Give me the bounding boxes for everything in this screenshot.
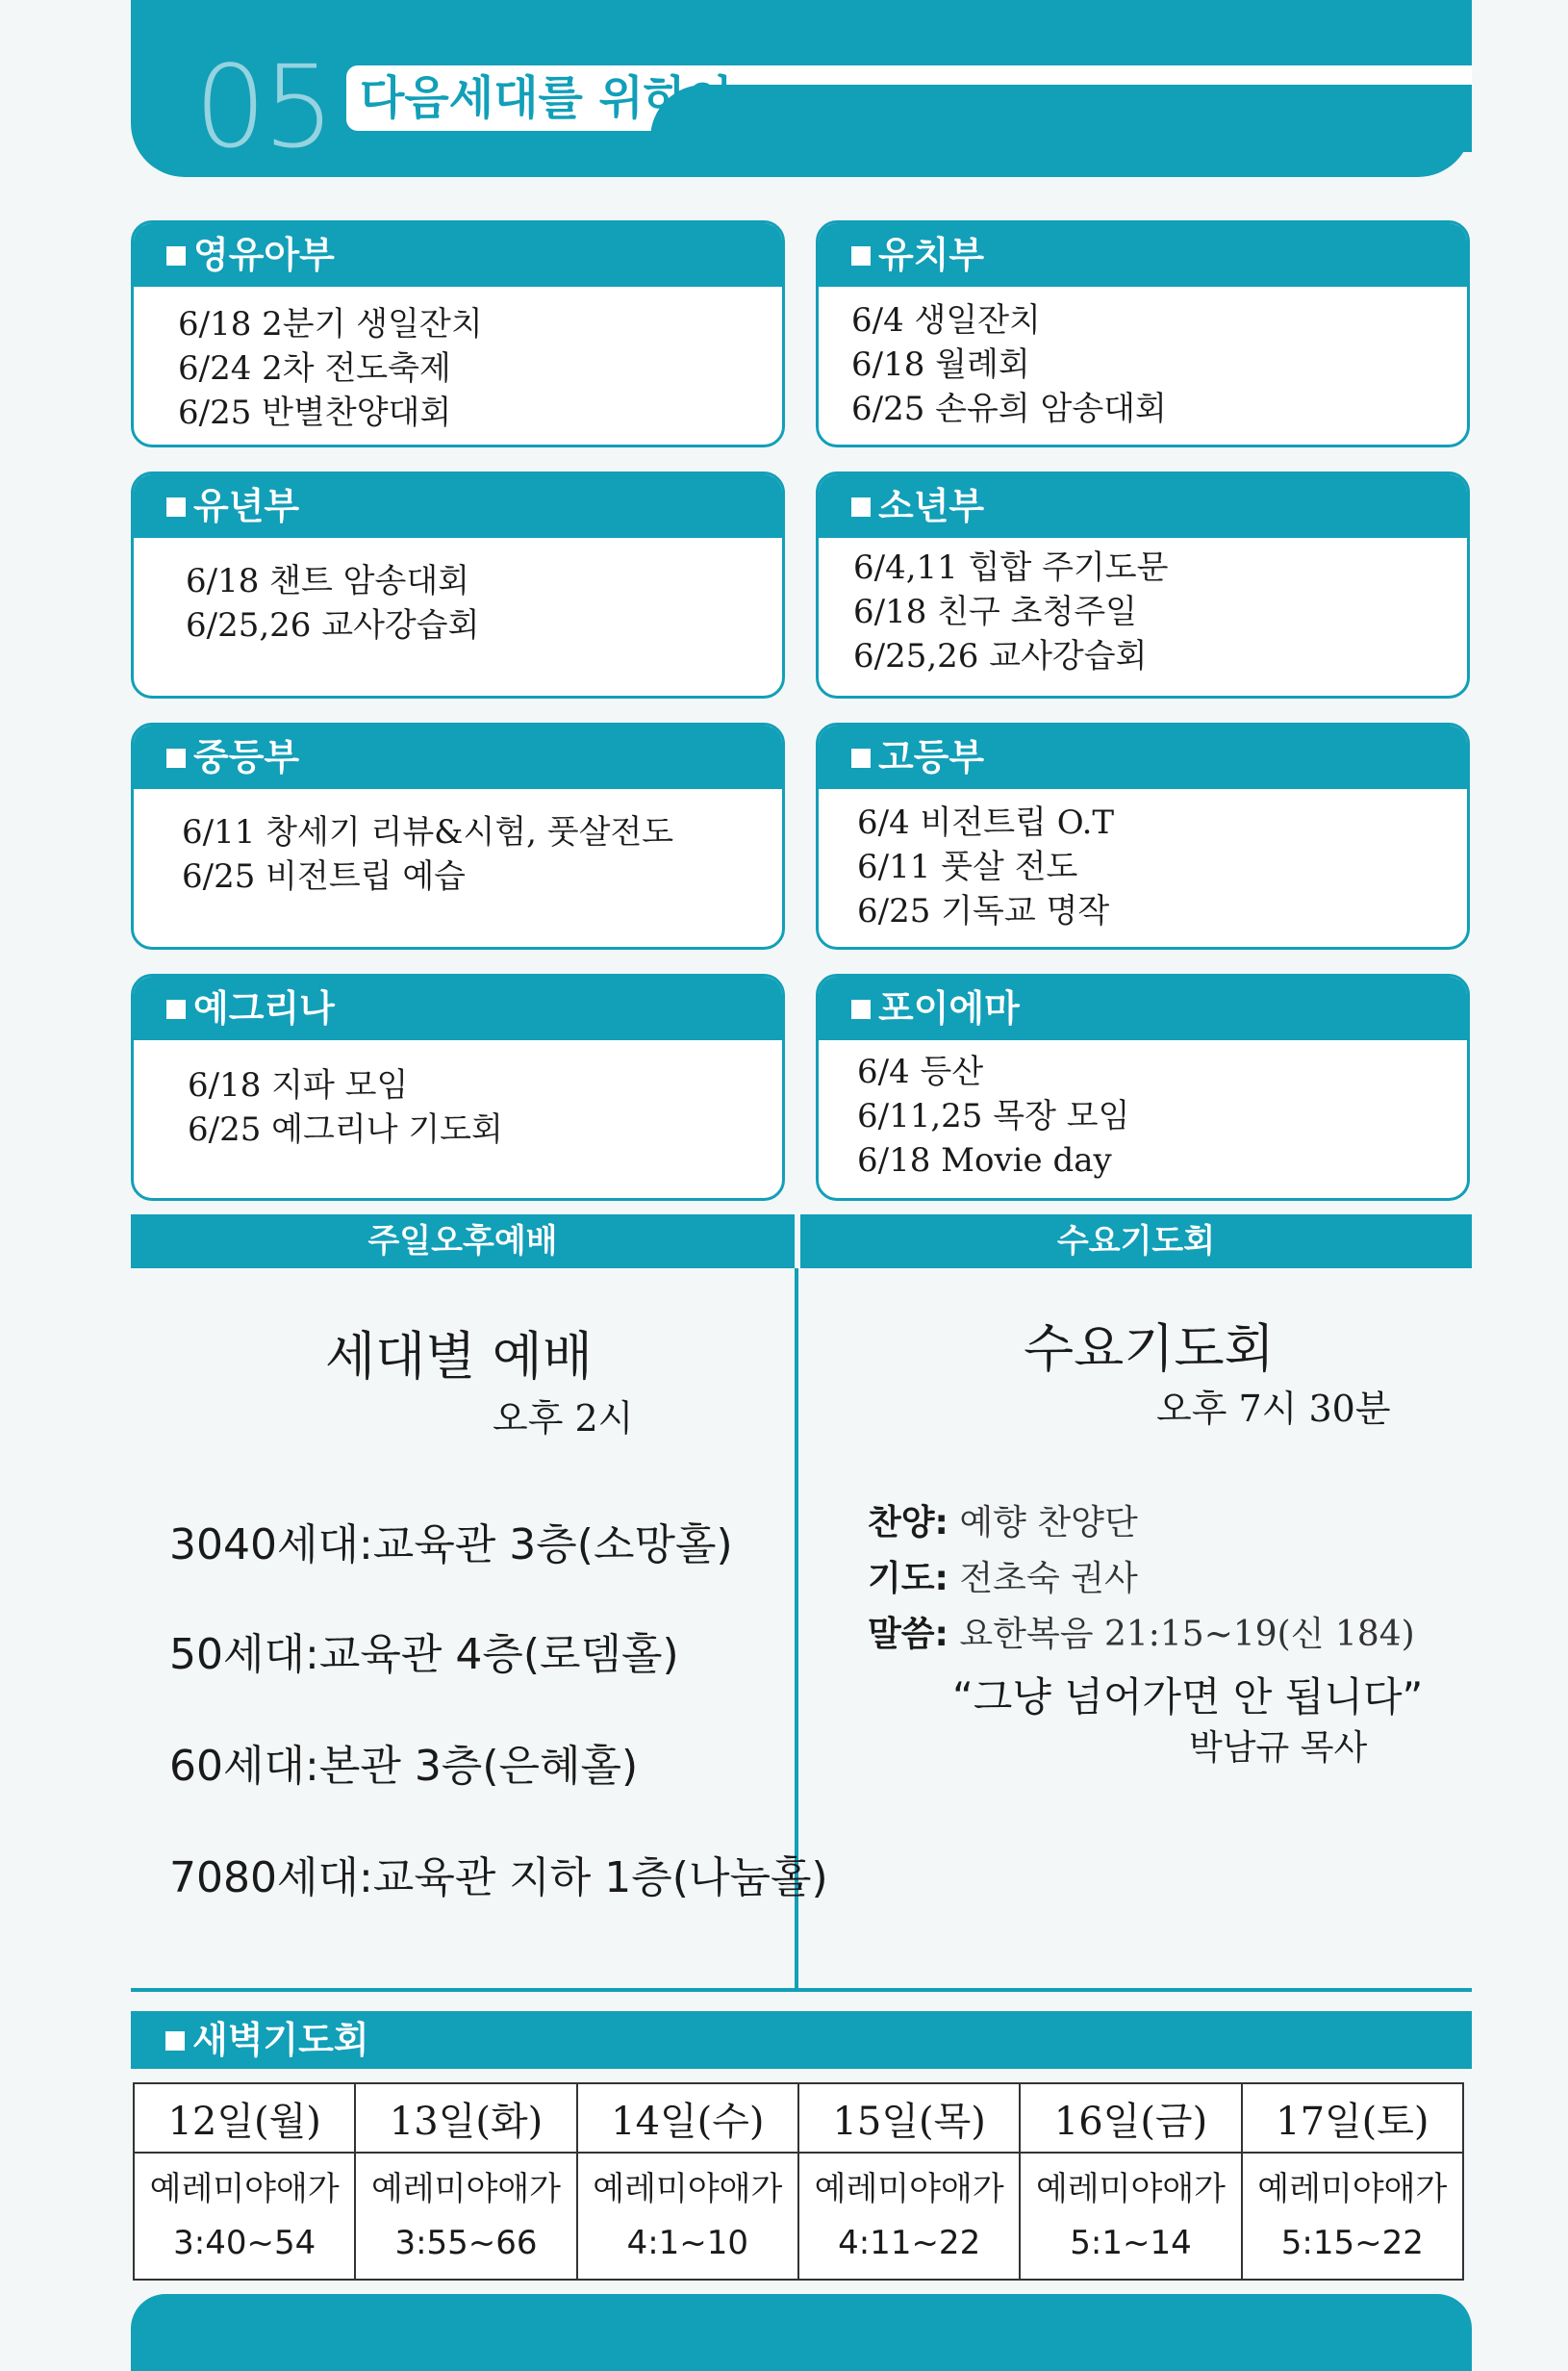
wednesday-time: 오후 7시 30분 — [1156, 1388, 1391, 1430]
reading-cell — [134, 2153, 355, 2280]
dept-line: 6/4 생일잔치 — [851, 301, 1041, 340]
reading-book: 예레미야애가 — [1257, 2170, 1448, 2208]
dept-header — [134, 474, 782, 538]
reading-range: 4:1~10 — [626, 2224, 749, 2262]
day-row — [134, 2083, 1463, 2153]
dept-name: 유치부 — [878, 234, 985, 276]
dept-box-middle-school — [131, 723, 785, 950]
square-bullet-icon — [166, 497, 186, 517]
wednesday-item-key: 말씀: — [868, 1615, 948, 1654]
wednesday-item — [868, 1501, 1138, 1545]
dept-line: 6/25 비전트립 예습 — [182, 857, 467, 896]
reading-book: 예레미야애가 — [814, 2170, 1004, 2208]
wednesday-item-value: 예향 찬양단 — [948, 1503, 1138, 1542]
dept-line: 6/25 예그리나 기도회 — [188, 1110, 503, 1149]
dept-name: 소년부 — [878, 485, 985, 527]
dept-box-yegrina — [131, 974, 785, 1201]
dept-box-kindergarten — [816, 220, 1470, 447]
sunday-time: 오후 2시 — [493, 1397, 634, 1440]
day-cell: 14일(수) — [577, 2083, 798, 2153]
square-bullet-icon — [851, 497, 871, 517]
dept-header — [134, 223, 782, 287]
wednesday-item-value: 전초숙 권사 — [948, 1559, 1138, 1598]
square-bullet-icon — [166, 1000, 186, 1019]
dept-header — [134, 726, 782, 789]
reading-cell — [798, 2153, 1020, 2280]
sunday-title: 세대별 예배 — [325, 1326, 593, 1387]
dept-line: 6/4,11 힙합 주기도문 — [853, 548, 1169, 587]
dept-line: 6/4 등산 — [857, 1053, 984, 1091]
dawn-prayer-bar — [131, 2011, 1472, 2069]
dept-name: 중등부 — [193, 736, 300, 778]
reading-book: 예레미야애가 — [370, 2170, 562, 2208]
section-title: 다음세대를 위하여 — [360, 71, 733, 125]
wednesday-item-value: 요한복음 21:15~19(신 184) — [948, 1615, 1415, 1654]
reading-range: 5:1~14 — [1070, 2224, 1192, 2262]
section-divider — [131, 1988, 1472, 1992]
square-bullet-icon — [851, 246, 871, 266]
dept-line: 6/24 2차 전도축제 — [178, 349, 451, 388]
location-line: 3040세대:교육관 3층(소망홀) — [169, 1520, 733, 1569]
dept-line: 6/25,26 교사강습회 — [186, 606, 480, 645]
wednesday-title: 수요기도회 — [1024, 1318, 1275, 1379]
day-cell: 15일(목) — [798, 2083, 1020, 2153]
square-bullet-icon — [166, 246, 186, 266]
reading-book: 예레미야애가 — [593, 2170, 783, 2208]
title-band-cut — [650, 85, 1472, 152]
reading-book: 예레미야애가 — [149, 2170, 340, 2208]
wednesday-service-bar: 수요기도회 — [800, 1214, 1472, 1268]
dept-line: 6/18 친구 초청주일 — [853, 593, 1138, 631]
dept-line: 6/25 반별찬양대회 — [178, 394, 452, 432]
reading-row — [134, 2153, 1463, 2280]
section-number: 05 — [194, 40, 332, 173]
dept-box-poiema — [816, 974, 1470, 1201]
dept-name: 예그리나 — [193, 987, 335, 1030]
dept-line: 6/11 풋살 전도 — [857, 848, 1078, 886]
reading-range: 3:55~66 — [394, 2224, 538, 2262]
dept-box-elementary-senior — [816, 472, 1470, 699]
day-cell: 13일(화) — [355, 2083, 576, 2153]
dept-line: 6/11 창세기 리뷰&시험, 풋살전도 — [182, 813, 674, 852]
wednesday-item — [868, 1557, 1138, 1601]
sunday-service-bar: 주일오후예배 — [131, 1214, 795, 1268]
reading-cell — [1242, 2153, 1463, 2280]
dept-box-high-school — [816, 723, 1470, 950]
dept-header — [819, 223, 1467, 287]
wednesday-item-key: 기도: — [868, 1559, 948, 1598]
square-bullet-icon — [851, 1000, 871, 1019]
dept-line: 6/25,26 교사강습회 — [853, 637, 1148, 676]
dept-header — [819, 977, 1467, 1040]
reading-range: 5:15~22 — [1280, 2224, 1424, 2262]
dept-box-infant — [131, 220, 785, 447]
preacher: 박남규 목사 — [1189, 1728, 1368, 1768]
dept-header — [134, 977, 782, 1040]
reading-cell — [577, 2153, 798, 2280]
dawn-prayer-label: 새벽기도회 — [192, 2019, 369, 2061]
dept-line: 6/4 비전트립 O.T — [857, 803, 1115, 842]
square-bullet-icon — [165, 2031, 185, 2051]
dept-line: 6/25 기독교 명작 — [857, 892, 1110, 931]
section-header — [131, 0, 1472, 177]
reading-range: 3:40~54 — [173, 2224, 316, 2262]
day-cell: 16일(금) — [1020, 2083, 1241, 2153]
dawn-prayer-table — [133, 2082, 1464, 2281]
dept-box-elementary-junior — [131, 472, 785, 699]
dept-name: 영유아부 — [193, 234, 335, 276]
dept-name: 고등부 — [878, 736, 985, 778]
dept-line: 6/18 2분기 생일잔치 — [178, 305, 483, 344]
location-line: 7080세대:교육관 지하 1층(나눔홀) — [169, 1853, 828, 1902]
dept-name: 유년부 — [193, 485, 300, 527]
dept-header — [819, 474, 1467, 538]
dept-line: 6/18 챈트 암송대회 — [186, 562, 470, 600]
sermon-title: “그냥 넘어가면 안 됩니다” — [952, 1673, 1424, 1721]
square-bullet-icon — [166, 749, 186, 768]
footer-band — [131, 2294, 1472, 2371]
dept-name: 포이에마 — [878, 987, 1020, 1030]
location-line: 50세대:교육관 4층(로뎀홀) — [169, 1630, 679, 1679]
dept-line: 6/18 지파 모임 — [188, 1066, 409, 1105]
day-cell: 12일(월) — [134, 2083, 355, 2153]
reading-cell — [1020, 2153, 1241, 2280]
day-cell: 17일(토) — [1242, 2083, 1463, 2153]
reading-cell — [355, 2153, 576, 2280]
reading-book: 예레미야애가 — [1035, 2170, 1227, 2208]
wednesday-item — [868, 1613, 1415, 1657]
dept-header — [819, 726, 1467, 789]
square-bullet-icon — [851, 749, 871, 768]
dept-line: 6/18 월례회 — [851, 345, 1030, 384]
reading-range: 4:11~22 — [838, 2224, 981, 2262]
dept-line: 6/25 손유희 암송대회 — [851, 390, 1167, 428]
wednesday-item-key: 찬양: — [868, 1503, 948, 1542]
location-line: 60세대:본관 3층(은혜홀) — [169, 1742, 639, 1791]
dept-line: 6/18 Movie day — [857, 1141, 1112, 1180]
dept-line: 6/11,25 목장 모임 — [857, 1097, 1130, 1135]
